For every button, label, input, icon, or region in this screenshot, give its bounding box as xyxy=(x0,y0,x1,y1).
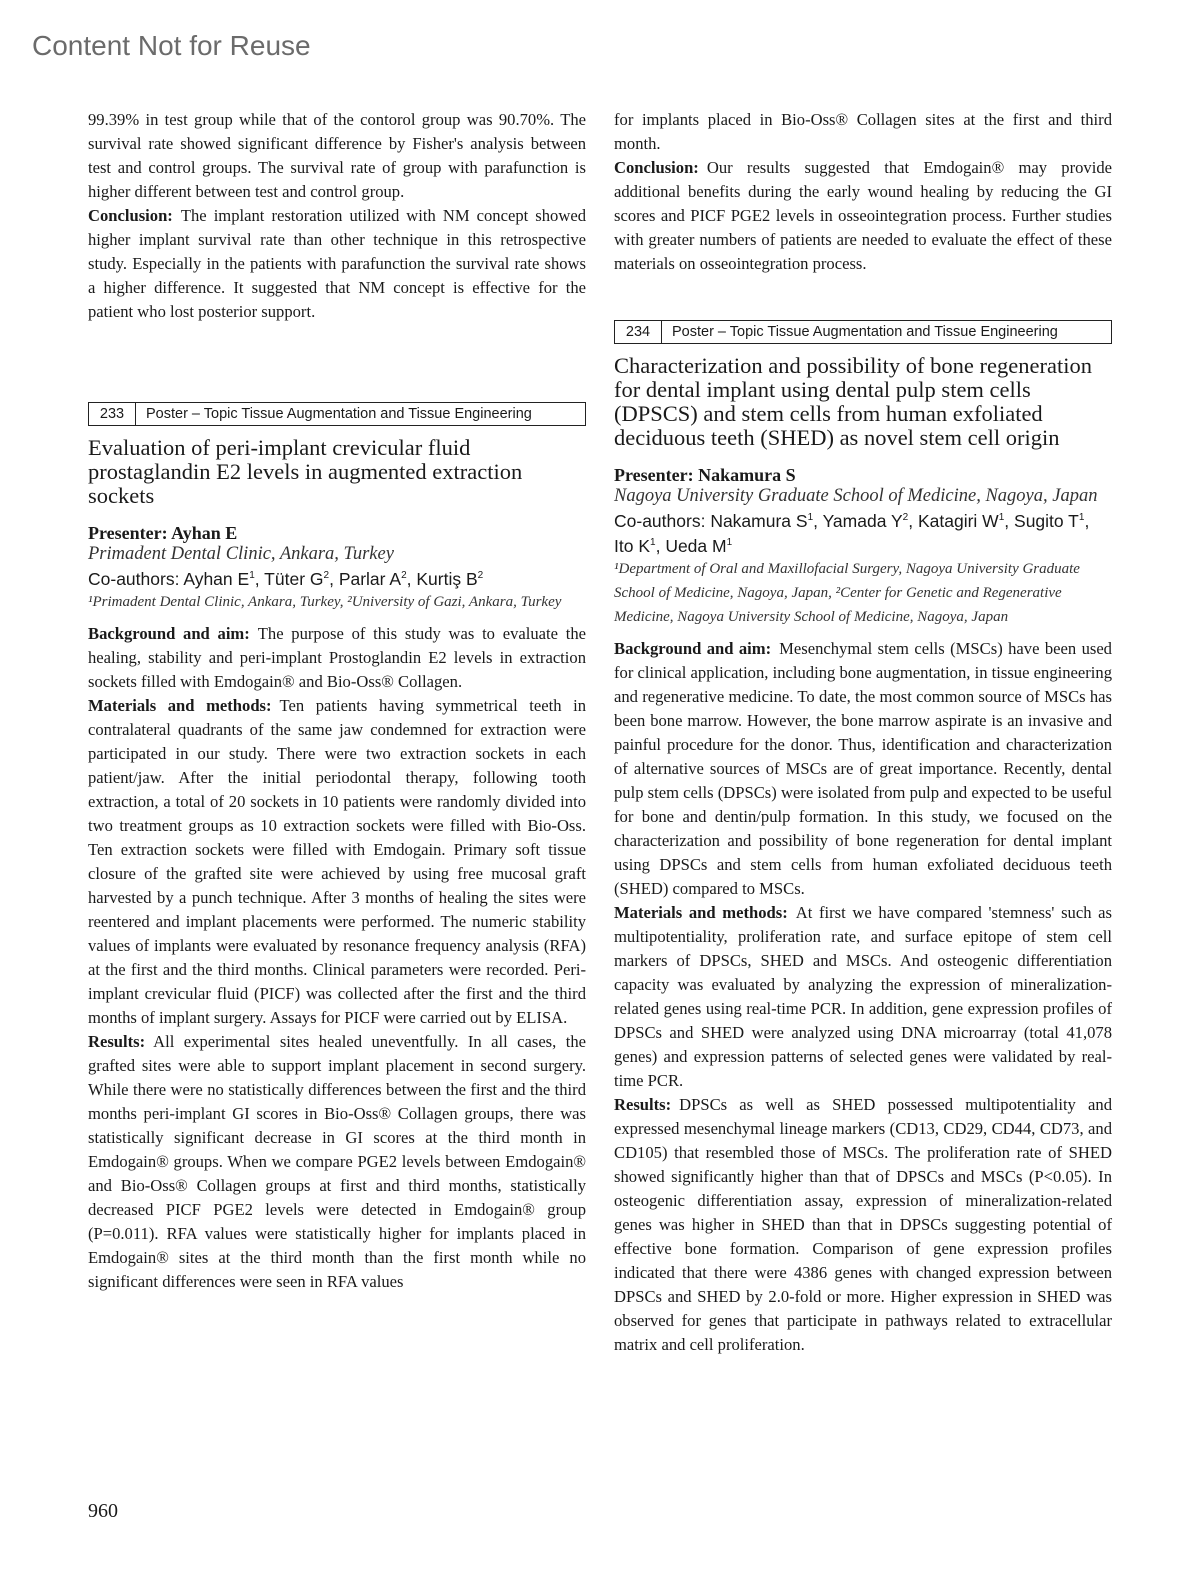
section-label: Materials and methods: xyxy=(88,695,272,715)
affiliations: ¹Primadent Dental Clinic, Ankara, Turkey, ²University of Gazi, Ankara, Turkey xyxy=(88,593,562,610)
coauthor-affiliation-mark: 2 xyxy=(902,512,909,523)
section-text: The purpose of this study was to evaluate the healing, stability and peri-implant Prostoglandin E2 levels in extraction sockets filled with Emdogain® and Bio-Oss® Collagen. xyxy=(88,623,586,691)
coauthor xyxy=(710,511,818,531)
coauthor-name: Parlar A xyxy=(338,568,402,589)
abstract-section xyxy=(88,1030,586,1294)
page-number: 960 xyxy=(88,1500,118,1522)
section-label: Background and aim: xyxy=(88,623,250,643)
coauthor xyxy=(339,569,412,589)
watermark: Content Not for Reuse xyxy=(32,30,311,61)
abstract-topic: Poster – Topic Tissue Augmentation and Tissue Engineering xyxy=(146,406,532,422)
continued-paragraph: 99.39% in test group while that of the contorol group was 90.70%. The survival rate showed significant difference by Fisher's analysis between test and control groups. The survival rate of group with parafunction is higher different between test and control group. xyxy=(88,110,586,201)
coauthors xyxy=(88,565,586,590)
abstract-section xyxy=(88,694,586,1030)
coauthor xyxy=(416,569,483,589)
section-text: Our results suggested that Emdogain® may provide additional benefits during the early wound healing by reducing the GI scores and PICF PGE2 levels in osseointegration process. Further studies with greater numbers of patients are needed to evaluate the effect of these materials on osseointegration process. xyxy=(614,158,1112,273)
coauthor xyxy=(614,536,660,556)
separator: , xyxy=(655,535,661,556)
coauthor-affiliation-mark: 1 xyxy=(650,536,656,548)
affiliations: ¹Department of Oral and Maxillofacial Surgery, Nagoya University Graduate School of Medicine, Nagoya, Japan, ²Center for Genetic and Regenerative Medicine, Nagoya University School of Medicine, Nagoya, Japan xyxy=(614,560,1080,625)
section-label: Materials and methods: xyxy=(614,902,788,922)
right-column xyxy=(614,108,1112,1357)
section-label: Results: xyxy=(88,1031,146,1051)
conclusion-paragraph xyxy=(88,204,586,324)
separator: , xyxy=(329,568,334,589)
section-text: At first we have compared 'stemness' such as multipotentiality, proliferation rate, and surface epitope of stem cell markers of DPSCs, SHED and MSCs. And osteogenic differentiation capacity was evaluated by analyzing the expression of mineralization-related genes using real-time PCR. In addition, gene expression profiles of DPSCs and SHED were analyzed using DNA microarray (total 41,078 genes) and expression patterns of selected genes were validated by real-time PCR. xyxy=(614,902,1112,1090)
coauthor-affiliation-mark: 1 xyxy=(726,536,733,548)
abstract-title: Evaluation of peri-implant crevicular fluid prostaglandin E2 levels in augmented extraction sockets xyxy=(88,435,523,508)
coauthor-name: Nakamura S xyxy=(710,510,808,531)
abstract-header-box xyxy=(88,402,586,426)
coauthor xyxy=(823,511,914,531)
coauthor xyxy=(1014,511,1089,531)
coauthor xyxy=(918,511,1009,531)
coauthor-affiliation-mark: 2 xyxy=(401,570,407,581)
separator: , xyxy=(1004,510,1010,531)
abstract-number: 233 xyxy=(89,403,136,425)
coauthor-name: Ayhan E xyxy=(183,568,250,589)
abstract-number: 234 xyxy=(615,321,662,343)
coauthor xyxy=(264,569,334,589)
coauthor-name: Yamada Y xyxy=(822,510,903,531)
section-label: Conclusion: xyxy=(614,158,699,177)
coauthor-affiliation-mark: 1 xyxy=(998,512,1005,523)
separator: , xyxy=(908,510,914,531)
presenter: Presenter: Ayhan E xyxy=(88,523,238,543)
coauthors-label: Co-authors: xyxy=(614,510,706,531)
coauthor xyxy=(665,536,732,556)
section-text: DPSCs as well as SHED possessed multipotentiality and expressed mesenchymal lineage markers (CD13, CD29, CD44, CD73, and CD105) that resembled those of MSCs. The proliferation rate of SHED showed significantly higher than that of DPSCs and MSCs (P<0.05). In osteogenic differentiation assay, expression of mineralization-related genes was higher in SHED than that in DPSCs suggesting potential of effective bone formation. Comparison of gene expression profiles indicated that there were 4386 genes with changed expression between DPSCs and SHED by 2.0-fold or more. Higher expression in SHED was observed for genes that participate in pathways related to extracellular matrix and cell proliferation. xyxy=(614,1094,1112,1354)
abstract-234 xyxy=(614,320,1112,1357)
coauthor-name: Ueda M xyxy=(665,535,727,556)
coauthor-affiliation-mark: 1 xyxy=(1078,512,1085,523)
coauthors xyxy=(614,507,1112,557)
abstract-section xyxy=(88,622,586,694)
section-text: Ten patients having symmetrical teeth in contralateral quadrants of the same jaw condemned for extraction were participated in our study. There were two extraction sockets in each patient/jaw. After the initial periodontal therapy, following tooth extraction, a total of 20 sockets in 10 patients were randomly divided into two treatment groups as 10 extraction sockets were filled with Bio-Oss. Ten extraction sockets were filled with Emdogain. Primary soft tissue closure of the grafted site were achieved by using free mucosal graft harvested by a punch technique. After 3 months of healing the sites were reentered and implant placements were performed. The numeric stability values of implants were evaluated by resonance frequency analysis (RFA) at the first and the third months. Clinical parameters were recorded. Peri-implant crevicular fluid (PICF) was collected after the first and the third months of implant surgery. Assays for PICF were carried out by ELISA. xyxy=(88,695,586,1027)
coauthor-name: Kurtiş B xyxy=(416,568,478,589)
section-text: The implant restoration utilized with NM concept showed higher implant survival rate than other technique in this retrospective study. Especially in the patients with parafunction the survival rate shows a higher difference. It suggested that NM concept is effective for the patient who lost posterior support. xyxy=(88,206,586,321)
conclusion-paragraph xyxy=(614,156,1112,276)
coauthor-affiliation-mark: 2 xyxy=(477,570,484,581)
institution: Primadent Dental Clinic, Ankara, Turkey xyxy=(88,544,394,564)
section-label: Conclusion: xyxy=(88,206,173,225)
section-text: All experimental sites healed uneventfully. In all cases, the grafted sites were able to support implant placement in second surgery. While there were no statistically differences between the first and the third months peri-implant GI scores in Bio-Oss® Collagen groups, there was statistically significant decrease in GI scores at the third month in Emdogain® groups. When we compare PGE2 levels between Emdogain® and Bio-Oss® Collagen groups at first and third months, statistically decreased PICF PGE2 levels were detected in Emdogain® group (P=0.011). RFA values were statistically higher for implants placed in Emdogain® sites at the third month than the first month while no significant differences were seen in RFA values xyxy=(88,1031,586,1291)
coauthor-affiliation-mark: 2 xyxy=(323,570,330,581)
section-text: Mesenchymal stem cells (MSCs) have been used for clinical application, including bone augmentation, in tissue engineering and regenerative medicine. To date, the most common source of MSCs has been bone marrow. However, the bone marrow aspirate is an invasive and painful procedure for the donor. Thus, identification and characterization of alternative sources of MSCs are of great importance. Recently, dental pulp stem cells (DPSCs) were isolated from pulp and expected to be useful for bone and dentin/pulp formation. In this study, we focused on the characterization and possibility of bone regeneration for dental implant using DPSCs and stem cells from human exfoliated deciduous teeth (SHED) compared to MSCs. xyxy=(614,638,1112,898)
coauthor-name: Katagiri W xyxy=(917,510,999,531)
institution: Nagoya University Graduate School of Medicine, Nagoya, Japan xyxy=(614,486,1098,506)
abstract-section xyxy=(614,637,1112,901)
left-column xyxy=(88,108,586,1294)
coauthor-name: Sugito T xyxy=(1014,510,1079,531)
separator: , xyxy=(406,568,412,589)
presenter: Presenter: Nakamura S xyxy=(614,465,796,485)
separator: , xyxy=(813,510,819,531)
section-label: Results: xyxy=(614,1094,672,1114)
separator: , xyxy=(254,568,260,589)
abstract-section xyxy=(614,901,1112,1093)
coauthor-name: Tüter G xyxy=(264,568,324,589)
coauthor-affiliation-mark: 1 xyxy=(249,570,255,581)
abstract-233 xyxy=(88,402,586,1294)
abstract-title: Characterization and possibility of bone regeneration for dental implant using dental pulp stem cells (DPSCS) and stem cells from human exfoliated deciduous teeth (SHED) as novel stem cell origin xyxy=(614,353,1092,450)
continued-paragraph: for implants placed in Bio-Oss® Collagen sites at the first and third month. xyxy=(614,110,1112,153)
coauthors-label: Co-authors: xyxy=(88,568,180,589)
abstract-section xyxy=(614,1093,1112,1357)
coauthor xyxy=(183,569,259,589)
coauthor-name: Ito K xyxy=(614,535,650,556)
section-label: Background and aim: xyxy=(614,638,772,658)
coauthor-affiliation-mark: 1 xyxy=(807,512,814,523)
abstract-topic: Poster – Topic Tissue Augmentation and Tissue Engineering xyxy=(672,324,1058,340)
abstract-header-box xyxy=(614,320,1112,344)
separator: , xyxy=(1084,510,1090,531)
